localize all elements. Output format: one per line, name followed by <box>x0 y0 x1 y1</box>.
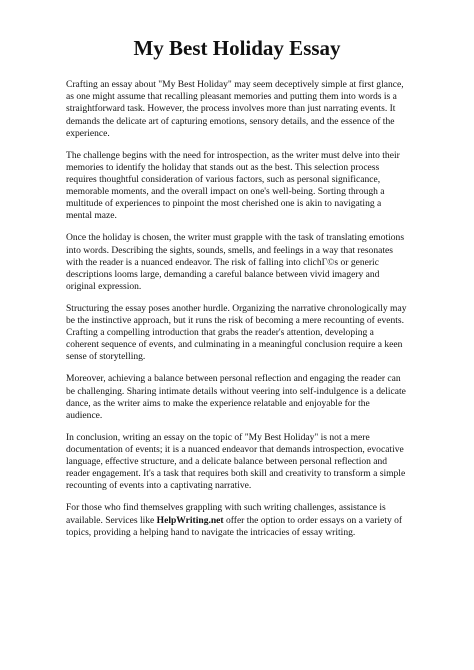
document-title: My Best Holiday Essay <box>133 36 341 60</box>
paragraph-7 <box>66 502 408 538</box>
paragraph-5: Moreover, achieving a balance between personal reflection and engaging the reader can be challenging. Sharing intimate details without veering into self-indulgence is a delicate dance, as the writer aims to make the experience relatable and enjoyable for the audience. <box>66 373 406 421</box>
paragraph-2: The challenge begins with the need for introspection, as the writer must delve into their memories to identify the holiday that stands out as the best. This selection process requires thoughtful consideration of various factors, such as personal significance, memorable moments, and the overall impact on one's well-being. Sorting through a multitude of experiences to pinpoint the most cherished one is akin to navigating a mental maze. <box>66 149 400 222</box>
paragraph-7-outro: offer the option to order essays on a variety of topics, providing a helping hand to navigate the intricacies of essay writing. <box>66 514 403 538</box>
paragraph-3: Once the holiday is chosen, the writer must grapple with the task of translating emotions into words. Describing the sights, sounds, smells, and feelings in a way that resonates with the reader is a nuanced endeavor. The risk of falling into clichГ©s or generic descriptions looms large, demanding a careful balance between vivid imagery and original expression. <box>66 232 405 292</box>
paragraph-1: Crafting an essay about "My Best Holiday" may seem deceptively simple at first glance, as one might assume that recalling pleasant memories and putting them into words is a straightforward task. However, the process involves more than just narrating events. It demands the delicate art of capturing emotions, sensory details, and the essence of the experience. <box>66 79 404 139</box>
service-name: HelpWriting.net <box>156 514 224 526</box>
paragraph-7-intro: For those who find themselves grappling with such writing challenges, assistance is available. Services like <box>66 502 386 526</box>
paragraph-4: Structuring the essay poses another hurdle. Organizing the narrative chronologically may be the instinctive approach, but it runs the risk of becoming a mere recounting of events. Crafting a compelling introduction that grabs the reader's attention, developing a coherent sequence of events, and culminating in a meaningful conclusion require a keen sense of storytelling. <box>66 302 407 363</box>
paragraph-6: In conclusion, writing an essay on the topic of "My Best Holiday" is not a mere documentation of events; it is a nuanced endeavor that demands introspection, evocative language, effective structure, and a delicate balance between personal reflection and reader engagement. It's a task that requires both skill and creativity to transform a simple recounting of events into a captivating narrative. <box>66 431 406 492</box>
